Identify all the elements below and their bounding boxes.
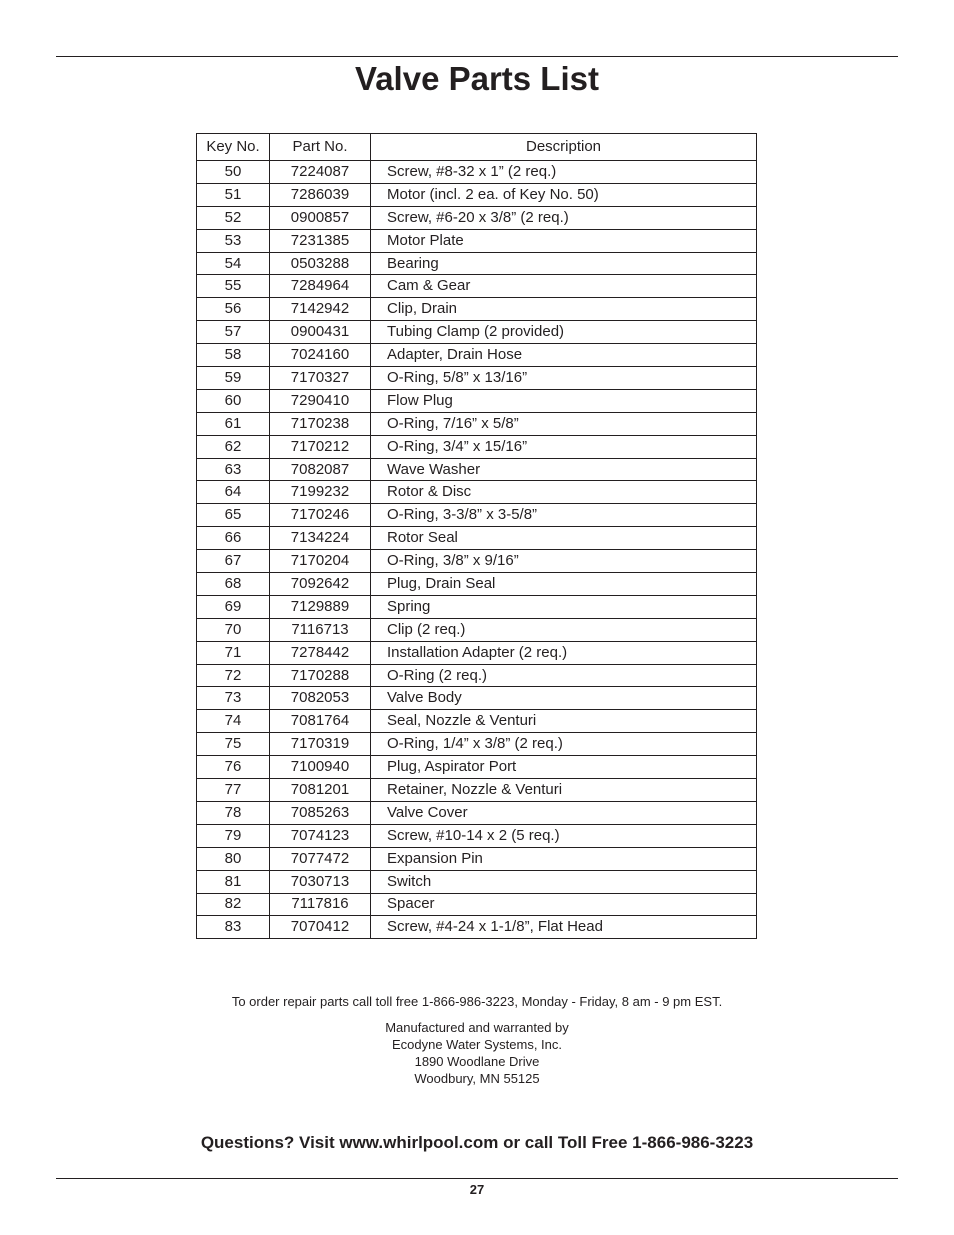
key-no-cell: 77	[197, 779, 270, 802]
part-no-cell: 0900431	[270, 321, 371, 344]
key-no-cell: 50	[197, 161, 270, 184]
key-no-cell: 52	[197, 206, 270, 229]
part-no-cell: 7024160	[270, 344, 371, 367]
description-cell: Valve Cover	[371, 801, 757, 824]
description-cell: Plug, Aspirator Port	[371, 756, 757, 779]
description-cell: O-Ring, 3-3/8” x 3-5/8”	[371, 504, 757, 527]
part-no-cell: 7134224	[270, 527, 371, 550]
manufacturer-line: Ecodyne Water Systems, Inc.	[391, 1037, 563, 1052]
table-row	[197, 183, 757, 206]
key-no-cell: 71	[197, 641, 270, 664]
part-no-cell: 7030713	[270, 870, 371, 893]
table-row	[197, 412, 757, 435]
description-cell: O-Ring, 3/8” x 9/16”	[371, 550, 757, 573]
questions-contact-line: Questions? Visit www.whirlpool.com or call Toll Free 1-866-986-3223	[200, 1133, 754, 1152]
part-no-cell: 7284964	[270, 275, 371, 298]
part-no-cell: 7129889	[270, 595, 371, 618]
description-cell: Screw, #10-14 x 2 (5 req.)	[371, 824, 757, 847]
table-row	[197, 161, 757, 184]
table-row	[197, 367, 757, 390]
description-cell: O-Ring, 1/4” x 3/8” (2 req.)	[371, 733, 757, 756]
key-no-cell: 57	[197, 321, 270, 344]
table-row	[197, 847, 757, 870]
part-no-cell: 7117816	[270, 893, 371, 916]
description-cell: Clip (2 req.)	[371, 618, 757, 641]
description-cell: Switch	[371, 870, 757, 893]
key-no-cell: 76	[197, 756, 270, 779]
table-row	[197, 710, 757, 733]
page-title: Valve Parts List	[355, 60, 599, 97]
part-no-cell: 7170246	[270, 504, 371, 527]
table-row	[197, 389, 757, 412]
table-row	[197, 893, 757, 916]
table-row	[197, 321, 757, 344]
part-no-cell: 7170327	[270, 367, 371, 390]
description-cell: Retainer, Nozzle & Venturi	[371, 779, 757, 802]
part-no-cell: 7082053	[270, 687, 371, 710]
key-no-cell: 66	[197, 527, 270, 550]
description-cell: Valve Body	[371, 687, 757, 710]
key-no-cell: 83	[197, 916, 270, 939]
description-cell: Spring	[371, 595, 757, 618]
page-number: 27	[469, 1182, 485, 1197]
column-header-part-no: Part No.	[270, 134, 371, 161]
table-row	[197, 779, 757, 802]
table-row	[197, 481, 757, 504]
column-header-description: Description	[371, 134, 757, 161]
part-no-cell: 7085263	[270, 801, 371, 824]
description-cell: Screw, #6-20 x 3/8” (2 req.)	[371, 206, 757, 229]
key-no-cell: 62	[197, 435, 270, 458]
description-cell: Expansion Pin	[371, 847, 757, 870]
key-no-cell: 60	[197, 389, 270, 412]
description-cell: O-Ring, 7/16” x 5/8”	[371, 412, 757, 435]
description-cell: Installation Adapter (2 req.)	[371, 641, 757, 664]
table-row	[197, 664, 757, 687]
manufacturer-address	[0, 1019, 954, 1087]
parts-table	[196, 133, 757, 939]
table-row	[197, 641, 757, 664]
table-row	[197, 344, 757, 367]
description-cell: Motor (incl. 2 ea. of Key No. 50)	[371, 183, 757, 206]
description-cell: Tubing Clamp (2 provided)	[371, 321, 757, 344]
key-no-cell: 70	[197, 618, 270, 641]
table-row	[197, 618, 757, 641]
part-no-cell: 7231385	[270, 229, 371, 252]
description-cell: Plug, Drain Seal	[371, 573, 757, 596]
part-no-cell: 0503288	[270, 252, 371, 275]
table-row	[197, 573, 757, 596]
key-no-cell: 65	[197, 504, 270, 527]
part-no-cell: 7081201	[270, 779, 371, 802]
part-no-cell: 7142942	[270, 298, 371, 321]
manufacturer-line: Woodbury, MN 55125	[414, 1071, 540, 1086]
description-cell: Rotor Seal	[371, 527, 757, 550]
part-no-cell: 7170212	[270, 435, 371, 458]
key-no-cell: 75	[197, 733, 270, 756]
description-cell: Seal, Nozzle & Venturi	[371, 710, 757, 733]
table-row	[197, 801, 757, 824]
table-row	[197, 435, 757, 458]
description-cell: Bearing	[371, 252, 757, 275]
description-cell: Flow Plug	[371, 389, 757, 412]
key-no-cell: 74	[197, 710, 270, 733]
description-cell: Rotor & Disc	[371, 481, 757, 504]
table-row	[197, 733, 757, 756]
key-no-cell: 61	[197, 412, 270, 435]
manufacturer-line: 1890 Woodlane Drive	[414, 1054, 540, 1069]
key-no-cell: 72	[197, 664, 270, 687]
parts-table-body	[197, 161, 757, 939]
table-row	[197, 229, 757, 252]
key-no-cell: 80	[197, 847, 270, 870]
key-no-cell: 82	[197, 893, 270, 916]
part-no-cell: 7286039	[270, 183, 371, 206]
key-no-cell: 73	[197, 687, 270, 710]
table-header-row	[197, 134, 757, 161]
table-row	[197, 298, 757, 321]
part-no-cell: 7074123	[270, 824, 371, 847]
part-no-cell: 7070412	[270, 916, 371, 939]
part-no-cell: 7082087	[270, 458, 371, 481]
key-no-cell: 69	[197, 595, 270, 618]
table-row	[197, 550, 757, 573]
description-cell: Wave Washer	[371, 458, 757, 481]
key-no-cell: 79	[197, 824, 270, 847]
part-no-cell: 7224087	[270, 161, 371, 184]
part-no-cell: 7290410	[270, 389, 371, 412]
part-no-cell: 7170319	[270, 733, 371, 756]
description-cell: O-Ring (2 req.)	[371, 664, 757, 687]
key-no-cell: 63	[197, 458, 270, 481]
table-row	[197, 687, 757, 710]
description-cell: Adapter, Drain Hose	[371, 344, 757, 367]
key-no-cell: 59	[197, 367, 270, 390]
part-no-cell: 7077472	[270, 847, 371, 870]
top-divider	[56, 56, 898, 57]
key-no-cell: 81	[197, 870, 270, 893]
description-cell: Clip, Drain	[371, 298, 757, 321]
description-cell: Spacer	[371, 893, 757, 916]
key-no-cell: 56	[197, 298, 270, 321]
key-no-cell: 58	[197, 344, 270, 367]
description-cell: Screw, #4-24 x 1-1/8”, Flat Head	[371, 916, 757, 939]
part-no-cell: 7170288	[270, 664, 371, 687]
key-no-cell: 68	[197, 573, 270, 596]
key-no-cell: 51	[197, 183, 270, 206]
key-no-cell: 54	[197, 252, 270, 275]
description-cell: Screw, #8-32 x 1” (2 req.)	[371, 161, 757, 184]
bottom-divider	[56, 1178, 898, 1179]
description-cell: Cam & Gear	[371, 275, 757, 298]
part-no-cell: 7100940	[270, 756, 371, 779]
key-no-cell: 67	[197, 550, 270, 573]
part-no-cell: 7278442	[270, 641, 371, 664]
table-row	[197, 206, 757, 229]
table-row	[197, 458, 757, 481]
description-cell: O-Ring, 3/4” x 15/16”	[371, 435, 757, 458]
table-row	[197, 252, 757, 275]
table-row	[197, 504, 757, 527]
table-row	[197, 870, 757, 893]
part-no-cell: 7116713	[270, 618, 371, 641]
order-parts-note: To order repair parts call toll free 1-866-986-3223, Monday - Friday, 8 am - 9 pm EST.	[231, 994, 723, 1009]
part-no-cell: 7199232	[270, 481, 371, 504]
key-no-cell: 78	[197, 801, 270, 824]
table-row	[197, 595, 757, 618]
key-no-cell: 64	[197, 481, 270, 504]
key-no-cell: 53	[197, 229, 270, 252]
description-cell: Motor Plate	[371, 229, 757, 252]
key-no-cell: 55	[197, 275, 270, 298]
part-no-cell: 0900857	[270, 206, 371, 229]
table-row	[197, 916, 757, 939]
manufacturer-line: Manufactured and warranted by	[385, 1020, 569, 1035]
part-no-cell: 7092642	[270, 573, 371, 596]
part-no-cell: 7170238	[270, 412, 371, 435]
description-cell: O-Ring, 5/8” x 13/16”	[371, 367, 757, 390]
table-row	[197, 527, 757, 550]
column-header-key-no: Key No.	[197, 134, 270, 161]
part-no-cell: 7081764	[270, 710, 371, 733]
table-row	[197, 824, 757, 847]
table-row	[197, 756, 757, 779]
part-no-cell: 7170204	[270, 550, 371, 573]
table-row	[197, 275, 757, 298]
